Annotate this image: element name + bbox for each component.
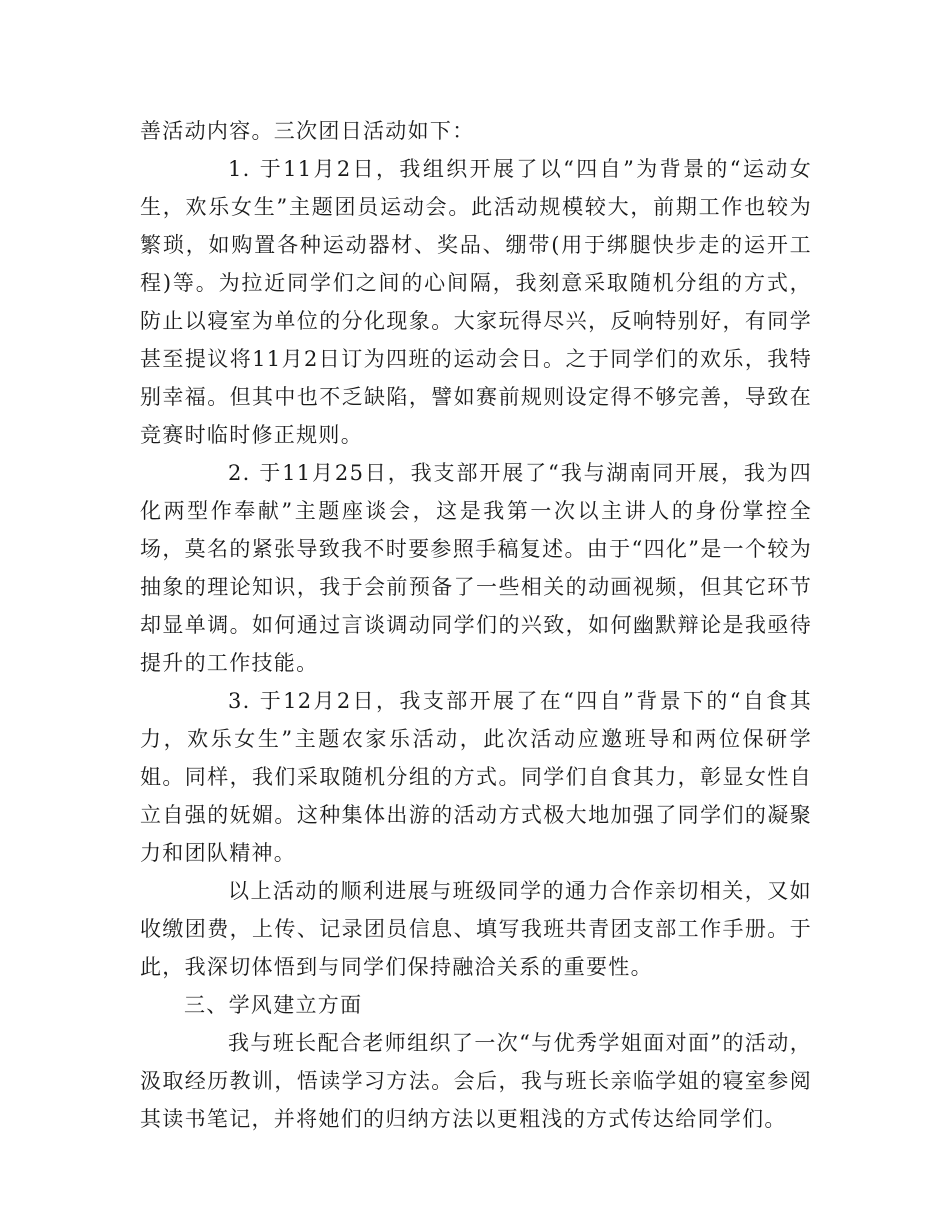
document-body xyxy=(140,112,812,1138)
paragraph-activity-3: 3. 于12月2日，我支部开展了在“四自”背景下的“自食其力，欢乐女生”主题农家乐活动，此次活动应邀班导和两位保研学姐。同样，我们采取随机分组的方式。同学们自食其力，彰显女性自立自强的妩媚。这种集体出游的活动方式极大地加强了同学们的凝聚力和团队精神。 xyxy=(140,689,812,865)
section-heading: 三、学风建立方面 xyxy=(184,993,363,1017)
paragraph-activity-1: 1. 于11月2日，我组织开展了以“四自”为背景的“运动女生，欢乐女生”主题团员运动会。此活动规模较大，前期工作也较为繁琐，如购置各种运动器材、奖品、绷带(用于绑腿快步走的运开工程)等。为拉近同学们之间的心间隔，我刻意采取随机分组的方式，防止以寝室为单位的分化现象。大家玩得尽兴，反响特别好，有同学甚至提议将11月2日订为四班的运动会日。之于同学们的欢乐，我特别幸福。但其中也不乏缺陷，譬如赛前规则设定得不够完善，导致在竞赛时临时修正规则。 xyxy=(140,157,812,447)
paragraph-activity-2: 2. 于11月25日，我支部开展了“我与湖南同开展，我为四化两型作奉献”主题座谈会，这是我第一次以主讲人的身份掌控全场，莫名的紧张导致我不时要参照手稿复述。由于“四化”是一个较为抽象的理论知识，我于会前预备了一些相关的动画视频，但其它环节却显单调。如何通过言谈调动同学们的兴致，如何幽默辩论是我亟待提升的工作技能。 xyxy=(140,461,812,675)
paragraph-study-style: 我与班长配合老师组织了一次“与优秀学姐面对面”的活动，汲取经历教训，悟读学习方法。会后，我与班长亲临学姐的寝室参阅其读书笔记，并将她们的归纳方法以更粗浅的方式传达给同学们。 xyxy=(140,1031,812,1131)
paragraph-summary: 以上活动的顺利进展与班级同学的通力合作亲切相关，又如收缴团费，上传、记录团员信息、填写我班共青团支部工作手册。于此，我深切体悟到与同学们保持融洽关系的重要性。 xyxy=(140,879,812,979)
paragraph-continuation: 善活动内容。三次团日活动如下： xyxy=(140,119,475,143)
